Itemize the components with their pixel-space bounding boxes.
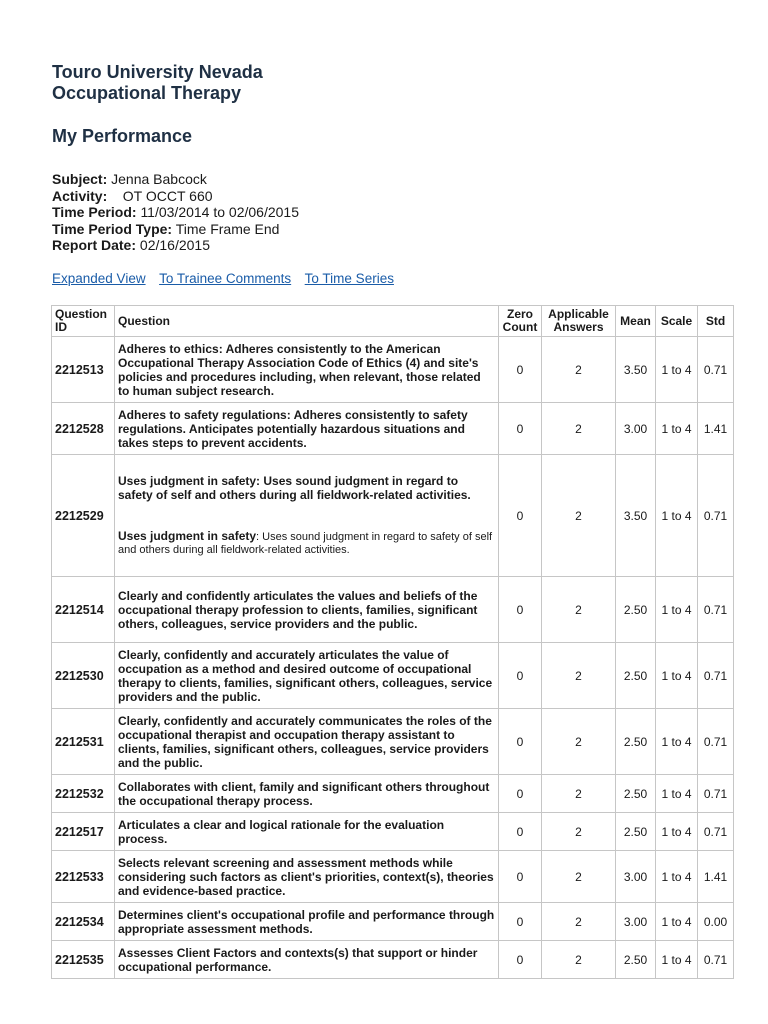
table-row — [52, 941, 734, 979]
table-row — [52, 903, 734, 941]
std-value: 0.71 — [698, 775, 734, 813]
scale-value: 1 to 4 — [656, 403, 698, 455]
std-value: 1.41 — [698, 403, 734, 455]
applicable-answers: 2 — [542, 643, 616, 709]
question-text: Articulates a clear and logical rationale for the evaluation process. — [115, 813, 499, 851]
zero-count: 0 — [499, 337, 542, 403]
applicable-answers: 2 — [542, 403, 616, 455]
meta-subject-label: Subject: — [52, 171, 108, 187]
col-question: Question — [115, 306, 499, 337]
mean-value: 2.50 — [616, 813, 656, 851]
question-id: 2212532 — [52, 775, 115, 813]
scale-value: 1 to 4 — [656, 643, 698, 709]
program-title: Occupational Therapy — [52, 83, 242, 103]
zero-count: 0 — [499, 709, 542, 775]
question-text: Determines client's occupational profile and performance through appropriate assessment methods. — [115, 903, 499, 941]
question-id: 2212514 — [52, 577, 115, 643]
question-text: Selects relevant screening and assessment methods while considering such factors as client's priorities, context(s), theories and evidence-based practice. — [115, 851, 499, 903]
applicable-answers: 2 — [542, 903, 616, 941]
zero-count: 0 — [499, 775, 542, 813]
scale-value: 1 to 4 — [656, 577, 698, 643]
question-id: 2212535 — [52, 941, 115, 979]
std-value: 0.71 — [698, 577, 734, 643]
question-id: 2212528 — [52, 403, 115, 455]
question-id: 2212531 — [52, 709, 115, 775]
question-note: Uses judgment in safety: Uses sound judgment in regard to safety of self and others during all fieldwork-related activities. — [118, 529, 493, 556]
table-row — [52, 403, 734, 455]
meta-activity — [52, 188, 299, 205]
scale-value: 1 to 4 — [656, 455, 698, 577]
scale-value: 1 to 4 — [656, 813, 698, 851]
scale-value: 1 to 4 — [656, 709, 698, 775]
scale-value: 1 to 4 — [656, 941, 698, 979]
question-text: Adheres to safety regulations: Adheres consistently to safety regulations. Anticipates potentially hazardous situations and takes steps to prevent accidents. — [115, 403, 499, 455]
zero-count: 0 — [499, 643, 542, 709]
col-zero-count: Zero Count — [499, 306, 542, 337]
std-value: 0.71 — [698, 813, 734, 851]
meta-period-label: Time Period: — [52, 204, 137, 221]
zero-count: 0 — [499, 455, 542, 577]
mean-value: 3.50 — [616, 337, 656, 403]
report-meta — [52, 171, 299, 254]
meta-activity-label: Activity: — [52, 187, 108, 204]
question-text: Adheres to ethics: Adheres consistently to the American Occupational Therapy Association Code of Ethics (4) and site's policies and procedures including, when relevant, those related to human subject research. — [115, 337, 499, 403]
university-title: Touro University Nevada — [52, 62, 263, 82]
mean-value: 3.00 — [616, 903, 656, 941]
table-row — [52, 337, 734, 403]
applicable-answers: 2 — [542, 455, 616, 577]
scale-value: 1 to 4 — [656, 903, 698, 941]
zero-count: 0 — [499, 403, 542, 455]
meta-period-value: 11/03/2014 to 02/06/2015 — [140, 204, 299, 221]
meta-period-type-value: Time Frame End — [175, 220, 280, 237]
performance-table — [51, 305, 734, 979]
mean-value: 2.50 — [616, 643, 656, 709]
table-row — [52, 577, 734, 643]
question-text: Assesses Client Factors and contexts(s) that support or hinder occupational performance. — [115, 941, 499, 979]
zero-count: 0 — [499, 851, 542, 903]
table-header-row — [52, 306, 734, 337]
question-id: 2212533 — [52, 851, 115, 903]
question-id: 2212529 — [52, 455, 115, 577]
table-row — [52, 643, 734, 709]
report-header — [52, 62, 263, 147]
zero-count: 0 — [499, 813, 542, 851]
time-series-link[interactable]: To Time Series — [304, 271, 394, 286]
std-value: 0.71 — [698, 941, 734, 979]
meta-period-type — [52, 221, 299, 238]
mean-value: 3.50 — [616, 455, 656, 577]
table-row — [52, 851, 734, 903]
question-id: 2212513 — [52, 337, 115, 403]
table-row — [52, 813, 734, 851]
mean-value: 3.00 — [616, 851, 656, 903]
question-id: 2212530 — [52, 643, 115, 709]
question-id: 2212534 — [52, 903, 115, 941]
applicable-answers: 2 — [542, 813, 616, 851]
meta-report-date — [52, 237, 299, 254]
meta-report-date-label: Report Date: — [52, 237, 137, 254]
applicable-answers: 2 — [542, 941, 616, 979]
meta-activity-value: OT OCCT 660 — [122, 187, 213, 204]
meta-subject-value: Jenna Babcock — [111, 171, 207, 187]
col-question-id: Question ID — [52, 306, 115, 337]
question-text: Collaborates with client, family and significant others throughout the occupational therapy process. — [115, 775, 499, 813]
meta-subject — [52, 171, 299, 188]
question-text: Clearly, confidently and accurately articulates the value of occupation as a method and desired outcome of occupational therapy to clients, families, significant others, colleagues, service providers and the public. — [115, 643, 499, 709]
expanded-view-link[interactable]: Expanded View — [52, 271, 146, 286]
meta-period-type-label: Time Period Type: — [52, 220, 173, 237]
question-text: Uses judgment in safety: Uses sound judgment in regard to safety of self and others during all fieldwork-related activities. Uses judgment in safety: Uses sound judgment in regard to safety of self and others during all fieldwork-related activities. — [115, 455, 499, 577]
col-std: Std — [698, 306, 734, 337]
col-scale: Scale — [656, 306, 698, 337]
scale-value: 1 to 4 — [656, 851, 698, 903]
col-mean: Mean — [616, 306, 656, 337]
meta-report-date-value: 02/16/2015 — [139, 237, 210, 254]
std-value: 0.71 — [698, 709, 734, 775]
question-text: Clearly, confidently and accurately communicates the roles of the occupational therapist and occupation therapy assistant to clients, families, significant others, colleagues, service providers and the public. — [115, 709, 499, 775]
question-id: 2212517 — [52, 813, 115, 851]
table-row — [52, 775, 734, 813]
page-title: My Performance — [52, 126, 193, 146]
std-value: 0.71 — [698, 455, 734, 577]
table-row — [52, 455, 734, 577]
applicable-answers: 2 — [542, 337, 616, 403]
question-text: Clearly and confidently articulates the values and beliefs of the occupational therapy profession to clients, families, significant others, colleagues, service providers and the public. — [115, 577, 499, 643]
applicable-answers: 2 — [542, 775, 616, 813]
mean-value: 2.50 — [616, 775, 656, 813]
zero-count: 0 — [499, 577, 542, 643]
trainee-comments-link[interactable]: To Trainee Comments — [159, 271, 292, 286]
zero-count: 0 — [499, 903, 542, 941]
std-value: 0.71 — [698, 643, 734, 709]
std-value: 0.00 — [698, 903, 734, 941]
applicable-answers: 2 — [542, 577, 616, 643]
std-value: 1.41 — [698, 851, 734, 903]
applicable-answers: 2 — [542, 709, 616, 775]
mean-value: 2.50 — [616, 941, 656, 979]
table-row — [52, 709, 734, 775]
mean-value: 3.00 — [616, 403, 656, 455]
scale-value: 1 to 4 — [656, 337, 698, 403]
meta-period — [52, 204, 299, 221]
zero-count: 0 — [499, 941, 542, 979]
std-value: 0.71 — [698, 337, 734, 403]
view-links — [52, 271, 404, 286]
mean-value: 2.50 — [616, 709, 656, 775]
scale-value: 1 to 4 — [656, 775, 698, 813]
col-applicable-answers: Applicable Answers — [542, 306, 616, 337]
applicable-answers: 2 — [542, 851, 616, 903]
mean-value: 2.50 — [616, 577, 656, 643]
